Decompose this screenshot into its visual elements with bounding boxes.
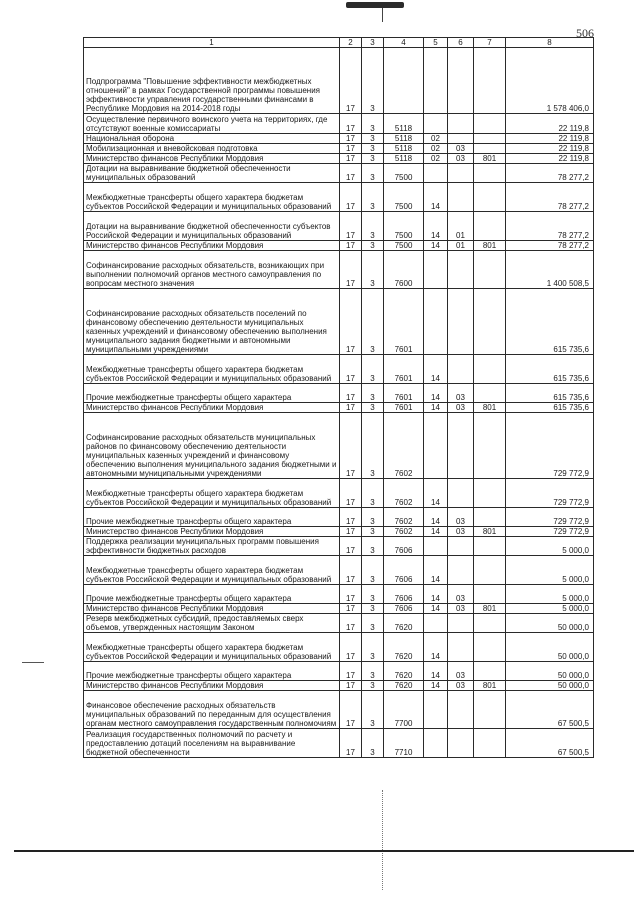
row-code-cell: 7600: [384, 251, 424, 289]
row-code-cell: 03: [448, 527, 474, 537]
row-code-cell: 14: [424, 662, 448, 681]
row-code-cell: [448, 479, 474, 508]
row-name-cell: Межбюджетные трансферты общего характера бюджетам субъектов Российской Федерации и муниципальных образований: [84, 556, 340, 585]
row-code-cell: [474, 212, 506, 241]
row-name-cell: Министерство финансов Республики Мордовия: [84, 403, 340, 413]
table-row: [84, 154, 594, 164]
row-code-cell: 7601: [384, 355, 424, 384]
table-row: [84, 144, 594, 154]
row-code-cell: 7601: [384, 384, 424, 403]
header-col-3: 3: [362, 38, 384, 48]
row-name-cell: Мобилизационная и вневойсковая подготовка: [84, 144, 340, 154]
row-amount-cell: 5 000,0: [506, 604, 594, 614]
header-row: [84, 38, 594, 48]
row-code-cell: 14: [424, 355, 448, 384]
row-name-cell: Софинансирование расходных обязательств, возникающих при выполнении полномочий органов местного самоуправления по вопросам местного значения: [84, 251, 340, 289]
scan-artifact-bottom-tick: [382, 790, 384, 890]
row-name-cell: Подпрограмма "Повышение эффективности межбюджетных отношений" в рамках Государственной программы повышения эффективности управления государственными финансами в Республике Мордовия на 2014-2018 годы: [84, 48, 340, 114]
row-amount-cell: 22 119,8: [506, 154, 594, 164]
row-code-cell: 17: [340, 289, 362, 355]
table-row: [84, 633, 594, 662]
row-code-cell: 7620: [384, 633, 424, 662]
page-bottom-rule: [14, 850, 634, 852]
row-name-cell: Прочие межбюджетные трансферты общего характера: [84, 585, 340, 604]
header-col-1: 1: [84, 38, 340, 48]
header-col-6: 6: [448, 38, 474, 48]
row-code-cell: 02: [424, 144, 448, 154]
row-code-cell: [474, 614, 506, 633]
row-amount-cell: 1 400 508,5: [506, 251, 594, 289]
row-code-cell: 02: [424, 134, 448, 144]
table-row: [84, 251, 594, 289]
row-amount-cell: 729 772,9: [506, 527, 594, 537]
row-code-cell: 801: [474, 527, 506, 537]
row-code-cell: 17: [340, 681, 362, 691]
row-amount-cell: 78 277,2: [506, 164, 594, 183]
row-code-cell: 7500: [384, 241, 424, 251]
row-amount-cell: 5 000,0: [506, 537, 594, 556]
row-name-cell: Прочие межбюджетные трансферты общего характера: [84, 508, 340, 527]
table-row: [84, 48, 594, 114]
header-col-2: 2: [340, 38, 362, 48]
row-amount-cell: 78 277,2: [506, 241, 594, 251]
row-code-cell: 17: [340, 604, 362, 614]
row-code-cell: 3: [362, 729, 384, 758]
row-code-cell: 14: [424, 585, 448, 604]
row-code-cell: [448, 134, 474, 144]
row-code-cell: 801: [474, 604, 506, 614]
row-code-cell: 7620: [384, 614, 424, 633]
table-row: [84, 479, 594, 508]
table-row: [84, 556, 594, 585]
header-col-5: 5: [424, 38, 448, 48]
row-code-cell: 17: [340, 413, 362, 479]
row-code-cell: [424, 251, 448, 289]
row-code-cell: 7602: [384, 527, 424, 537]
row-code-cell: 03: [448, 403, 474, 413]
header-col-4: 4: [384, 38, 424, 48]
row-name-cell: Софинансирование расходных обязательств поселений по финансовому обеспечению деятельности муниципальных казенных учреждений и финансовому обеспечению выполнения муниципального задания бюджетными и автономными муниципальными учреждениями: [84, 289, 340, 355]
row-code-cell: 5118: [384, 114, 424, 134]
row-code-cell: 17: [340, 633, 362, 662]
row-code-cell: 3: [362, 48, 384, 114]
row-code-cell: 7606: [384, 585, 424, 604]
table-row: [84, 585, 594, 604]
row-code-cell: 3: [362, 114, 384, 134]
row-name-cell: Поддержка реализации муниципальных программ повышения эффективности бюджетных расходов: [84, 537, 340, 556]
row-code-cell: 17: [340, 134, 362, 144]
row-name-cell: Осуществление первичного воинского учета на территориях, где отсутствуют военные комиссариаты: [84, 114, 340, 134]
row-amount-cell: 67 500,5: [506, 691, 594, 729]
row-amount-cell: 22 119,8: [506, 144, 594, 154]
table-row: [84, 384, 594, 403]
row-name-cell: Межбюджетные трансферты общего характера бюджетам субъектов Российской Федерации и муниципальных образований: [84, 479, 340, 508]
row-code-cell: 17: [340, 729, 362, 758]
row-name-cell: Межбюджетные трансферты общего характера бюджетам субъектов Российской Федерации и муниципальных образований: [84, 355, 340, 384]
table-row: [84, 662, 594, 681]
row-code-cell: 14: [424, 604, 448, 614]
row-code-cell: 03: [448, 585, 474, 604]
row-code-cell: 7602: [384, 413, 424, 479]
row-code-cell: 7606: [384, 537, 424, 556]
row-name-cell: Министерство финансов Республики Мордовия: [84, 527, 340, 537]
table-row: [84, 183, 594, 212]
row-amount-cell: 615 735,6: [506, 355, 594, 384]
row-code-cell: 14: [424, 681, 448, 691]
row-code-cell: [424, 614, 448, 633]
row-code-cell: 3: [362, 154, 384, 164]
row-code-cell: 17: [340, 251, 362, 289]
table-row: [84, 114, 594, 134]
row-amount-cell: 729 772,9: [506, 508, 594, 527]
row-amount-cell: 1 578 406,0: [506, 48, 594, 114]
row-code-cell: [448, 691, 474, 729]
row-code-cell: 14: [424, 479, 448, 508]
row-code-cell: 3: [362, 403, 384, 413]
row-code-cell: 5118: [384, 154, 424, 164]
row-code-cell: 3: [362, 556, 384, 585]
row-code-cell: 17: [340, 384, 362, 403]
row-name-cell: Дотации на выравнивание бюджетной обеспеченности субъектов Российской Федерации и муниципальных образований: [84, 212, 340, 241]
row-code-cell: [448, 289, 474, 355]
table-row: [84, 212, 594, 241]
row-code-cell: 3: [362, 633, 384, 662]
row-amount-cell: 729 772,9: [506, 479, 594, 508]
row-amount-cell: 22 119,8: [506, 114, 594, 134]
row-amount-cell: 5 000,0: [506, 585, 594, 604]
row-code-cell: 17: [340, 164, 362, 183]
row-name-cell: Софинансирование расходных обязательств муниципальных районов по финансовому обеспечению деятельности муниципальных казенных учреждений и финансовому обеспечению выполнения муниципального задания бюджетными и автономными муниципальными учреждениями: [84, 413, 340, 479]
table-row: [84, 527, 594, 537]
row-code-cell: 7606: [384, 604, 424, 614]
row-code-cell: [474, 729, 506, 758]
table-row: [84, 729, 594, 758]
scan-artifact-top: [346, 2, 404, 8]
row-code-cell: 3: [362, 537, 384, 556]
row-code-cell: [474, 413, 506, 479]
row-code-cell: 3: [362, 413, 384, 479]
row-code-cell: 3: [362, 384, 384, 403]
row-code-cell: [424, 691, 448, 729]
row-code-cell: 14: [424, 183, 448, 212]
row-code-cell: [474, 508, 506, 527]
page-number: 506: [576, 26, 594, 40]
row-code-cell: [474, 585, 506, 604]
row-code-cell: 7602: [384, 479, 424, 508]
row-name-cell: Межбюджетные трансферты общего характера бюджетам субъектов Российской Федерации и муниципальных образований: [84, 633, 340, 662]
row-code-cell: 7620: [384, 662, 424, 681]
row-code-cell: 03: [448, 662, 474, 681]
row-code-cell: 17: [340, 48, 362, 114]
row-code-cell: 17: [340, 527, 362, 537]
row-code-cell: [448, 556, 474, 585]
row-code-cell: 14: [424, 241, 448, 251]
row-code-cell: 03: [448, 154, 474, 164]
row-code-cell: [474, 164, 506, 183]
row-code-cell: [474, 479, 506, 508]
row-code-cell: [448, 413, 474, 479]
row-code-cell: 7601: [384, 403, 424, 413]
row-code-cell: [474, 183, 506, 212]
row-code-cell: [474, 691, 506, 729]
row-code-cell: 02: [424, 154, 448, 164]
row-amount-cell: 50 000,0: [506, 614, 594, 633]
row-code-cell: [474, 251, 506, 289]
row-code-cell: [474, 114, 506, 134]
row-code-cell: [474, 662, 506, 681]
row-code-cell: 03: [448, 508, 474, 527]
scan-artifact-left: [22, 662, 44, 663]
row-code-cell: 14: [424, 556, 448, 585]
row-name-cell: Прочие межбюджетные трансферты общего характера: [84, 384, 340, 403]
row-name-cell: Министерство финансов Республики Мордовия: [84, 241, 340, 251]
row-amount-cell: 5 000,0: [506, 556, 594, 585]
row-name-cell: Национальная оборона: [84, 134, 340, 144]
row-code-cell: 7620: [384, 681, 424, 691]
row-code-cell: 3: [362, 212, 384, 241]
row-code-cell: 801: [474, 403, 506, 413]
row-amount-cell: 50 000,0: [506, 662, 594, 681]
row-code-cell: [424, 114, 448, 134]
row-code-cell: 03: [448, 144, 474, 154]
row-code-cell: 3: [362, 355, 384, 384]
row-code-cell: 3: [362, 479, 384, 508]
row-name-cell: Министерство финансов Республики Мордовия: [84, 681, 340, 691]
row-code-cell: 3: [362, 183, 384, 212]
row-code-cell: 5118: [384, 144, 424, 154]
row-amount-cell: 78 277,2: [506, 183, 594, 212]
row-code-cell: 17: [340, 355, 362, 384]
row-code-cell: 03: [448, 681, 474, 691]
row-code-cell: 3: [362, 691, 384, 729]
row-code-cell: [448, 614, 474, 633]
row-amount-cell: 78 277,2: [506, 212, 594, 241]
row-code-cell: 17: [340, 241, 362, 251]
row-code-cell: 3: [362, 585, 384, 604]
row-code-cell: 801: [474, 681, 506, 691]
row-code-cell: 3: [362, 144, 384, 154]
row-code-cell: [448, 183, 474, 212]
row-code-cell: 5118: [384, 134, 424, 144]
table-row: [84, 289, 594, 355]
row-code-cell: 01: [448, 212, 474, 241]
row-amount-cell: 22 119,8: [506, 134, 594, 144]
row-amount-cell: 615 735,6: [506, 403, 594, 413]
row-code-cell: [474, 384, 506, 403]
table-row: [84, 355, 594, 384]
row-code-cell: [424, 48, 448, 114]
row-code-cell: 3: [362, 614, 384, 633]
table-row: [84, 403, 594, 413]
row-amount-cell: 50 000,0: [506, 681, 594, 691]
row-code-cell: 17: [340, 114, 362, 134]
row-code-cell: 3: [362, 289, 384, 355]
row-code-cell: 7602: [384, 508, 424, 527]
row-name-cell: Министерство финансов Республики Мордовия: [84, 604, 340, 614]
row-amount-cell: 615 735,6: [506, 384, 594, 403]
row-code-cell: 3: [362, 604, 384, 614]
row-code-cell: [474, 134, 506, 144]
row-code-cell: 17: [340, 212, 362, 241]
row-code-cell: [448, 48, 474, 114]
row-code-cell: 17: [340, 691, 362, 729]
table-row: [84, 413, 594, 479]
row-code-cell: 17: [340, 403, 362, 413]
table-row: [84, 681, 594, 691]
row-code-cell: 17: [340, 537, 362, 556]
row-amount-cell: 67 500,5: [506, 729, 594, 758]
row-code-cell: 17: [340, 585, 362, 604]
row-code-cell: [448, 537, 474, 556]
row-code-cell: [424, 164, 448, 183]
row-code-cell: 03: [448, 604, 474, 614]
table-row: [84, 537, 594, 556]
row-code-cell: 03: [448, 384, 474, 403]
row-name-cell: Реализация государственных полномочий по расчету и предоставлению дотаций поселениям на выравнивание бюджетной обеспеченности: [84, 729, 340, 758]
row-amount-cell: 615 735,6: [506, 289, 594, 355]
row-code-cell: 14: [424, 403, 448, 413]
row-code-cell: 7606: [384, 556, 424, 585]
row-code-cell: [474, 144, 506, 154]
row-code-cell: 3: [362, 527, 384, 537]
row-code-cell: 3: [362, 251, 384, 289]
row-code-cell: [474, 633, 506, 662]
header-col-8: 8: [506, 38, 594, 48]
row-code-cell: [474, 556, 506, 585]
row-code-cell: 7500: [384, 212, 424, 241]
row-code-cell: 17: [340, 614, 362, 633]
row-code-cell: 14: [424, 633, 448, 662]
row-code-cell: 17: [340, 508, 362, 527]
row-code-cell: 17: [340, 154, 362, 164]
row-code-cell: [448, 729, 474, 758]
row-code-cell: [424, 289, 448, 355]
row-code-cell: 801: [474, 241, 506, 251]
row-code-cell: 17: [340, 556, 362, 585]
row-code-cell: [474, 537, 506, 556]
row-code-cell: 801: [474, 154, 506, 164]
row-code-cell: 17: [340, 144, 362, 154]
row-code-cell: [448, 251, 474, 289]
row-name-cell: Резерв межбюджетных субсидий, предоставляемых сверх объемов, утвержденных настоящим Законом: [84, 614, 340, 633]
row-code-cell: 3: [362, 508, 384, 527]
row-name-cell: Межбюджетные трансферты общего характера бюджетам субъектов Российской Федерации и муниципальных образований: [84, 183, 340, 212]
header-col-7: 7: [474, 38, 506, 48]
row-code-cell: 17: [340, 183, 362, 212]
row-code-cell: [474, 355, 506, 384]
row-code-cell: [424, 413, 448, 479]
row-code-cell: 7601: [384, 289, 424, 355]
row-code-cell: 3: [362, 662, 384, 681]
row-code-cell: 14: [424, 384, 448, 403]
row-name-cell: Дотации на выравнивание бюджетной обеспеченности муниципальных образований: [84, 164, 340, 183]
row-code-cell: 7500: [384, 183, 424, 212]
row-code-cell: 7700: [384, 691, 424, 729]
table-row: [84, 691, 594, 729]
row-code-cell: [448, 633, 474, 662]
row-code-cell: 3: [362, 681, 384, 691]
row-code-cell: [448, 114, 474, 134]
row-code-cell: 17: [340, 662, 362, 681]
row-code-cell: [384, 48, 424, 114]
table-row: [84, 134, 594, 144]
row-code-cell: [424, 729, 448, 758]
budget-table: [83, 37, 594, 758]
scan-artifact-tick: [382, 8, 383, 22]
row-code-cell: 3: [362, 164, 384, 183]
row-code-cell: 14: [424, 212, 448, 241]
row-name-cell: Министерство финансов Республики Мордовия: [84, 154, 340, 164]
row-code-cell: [424, 537, 448, 556]
row-amount-cell: 729 772,9: [506, 413, 594, 479]
table-row: [84, 164, 594, 183]
row-code-cell: 01: [448, 241, 474, 251]
row-code-cell: [474, 48, 506, 114]
row-code-cell: 7710: [384, 729, 424, 758]
table-row: [84, 241, 594, 251]
row-code-cell: [448, 355, 474, 384]
row-code-cell: [474, 289, 506, 355]
row-amount-cell: 50 000,0: [506, 633, 594, 662]
row-code-cell: 14: [424, 508, 448, 527]
row-code-cell: 3: [362, 134, 384, 144]
table-row: [84, 614, 594, 633]
row-code-cell: 3: [362, 241, 384, 251]
row-name-cell: Прочие межбюджетные трансферты общего характера: [84, 662, 340, 681]
row-name-cell: Финансовое обеспечение расходных обязательств муниципальных образований по переданным для осуществления органам местного самоуправления государственным полномочиям: [84, 691, 340, 729]
row-code-cell: [448, 164, 474, 183]
table-row: [84, 604, 594, 614]
row-code-cell: 14: [424, 527, 448, 537]
row-code-cell: 17: [340, 479, 362, 508]
row-code-cell: 7500: [384, 164, 424, 183]
table-row: [84, 508, 594, 527]
